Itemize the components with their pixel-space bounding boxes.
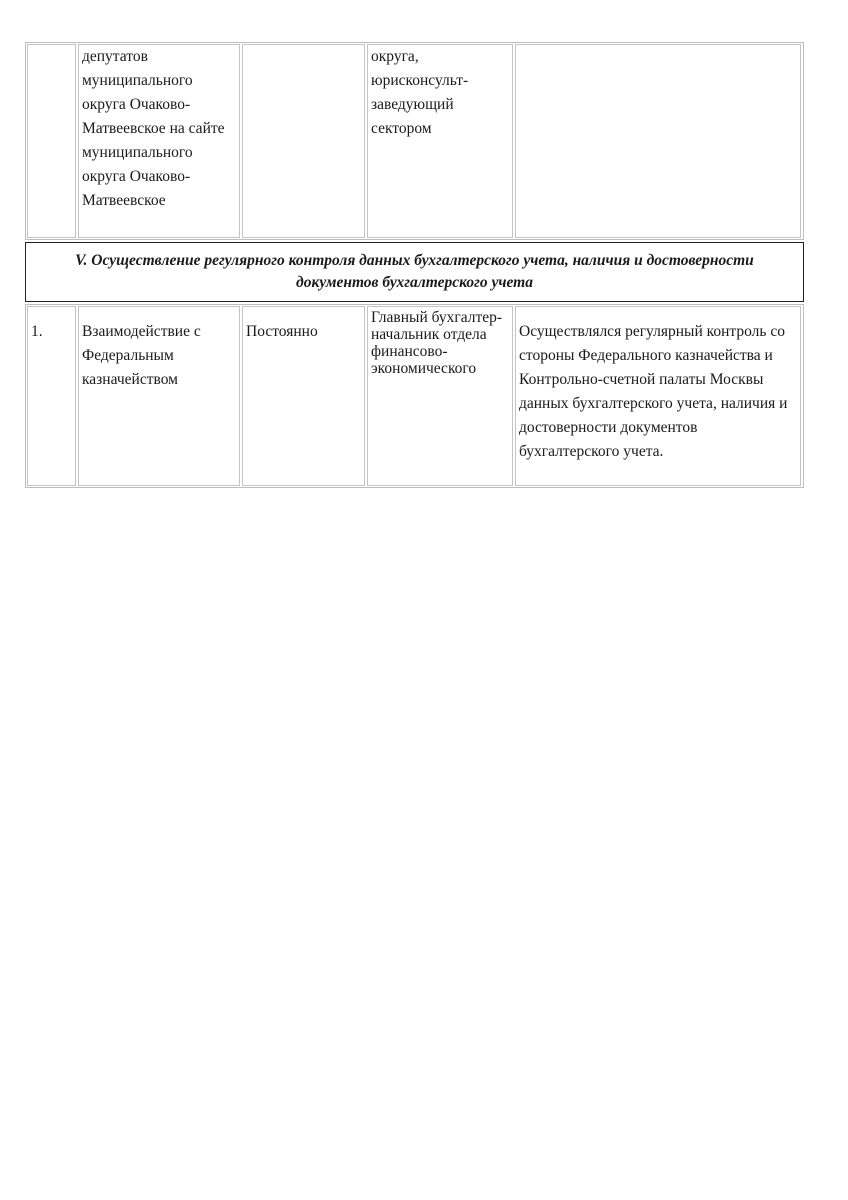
- row-number-cell: [27, 44, 76, 238]
- report-table: [25, 42, 804, 488]
- result-cell: [515, 44, 801, 238]
- row-number-cell: 1.: [27, 306, 76, 486]
- section-title: V. Осуществление регулярного контроля данных бухгалтерского учета, наличия и достоверности документов бухгалтерского учета: [75, 252, 754, 291]
- section-heading: [25, 242, 804, 302]
- responsible-cell: Главный бухгалтер-начальник отдела финансово-экономического: [367, 306, 513, 486]
- term-cell: [242, 44, 365, 238]
- result-cell: Осуществлялся регулярный контроль со стороны Федерального казначейства и Контрольно-счетной палаты Москвы данных бухгалтерского учета, наличия и достоверности документов бухгалтерского учета.: [515, 306, 801, 486]
- activity-cell: депутатов муниципального округа Очаково-Матвеевское на сайте муниципального округа Очаково-Матвеевское: [78, 44, 240, 238]
- table-row: [25, 304, 804, 488]
- activity-cell: Взаимодействие с Федеральным казначейством: [78, 306, 240, 486]
- responsible-cell: округа, юрисконсульт-заведующий сектором: [367, 44, 513, 238]
- table-row: [25, 42, 804, 240]
- term-cell: Постоянно: [242, 306, 365, 486]
